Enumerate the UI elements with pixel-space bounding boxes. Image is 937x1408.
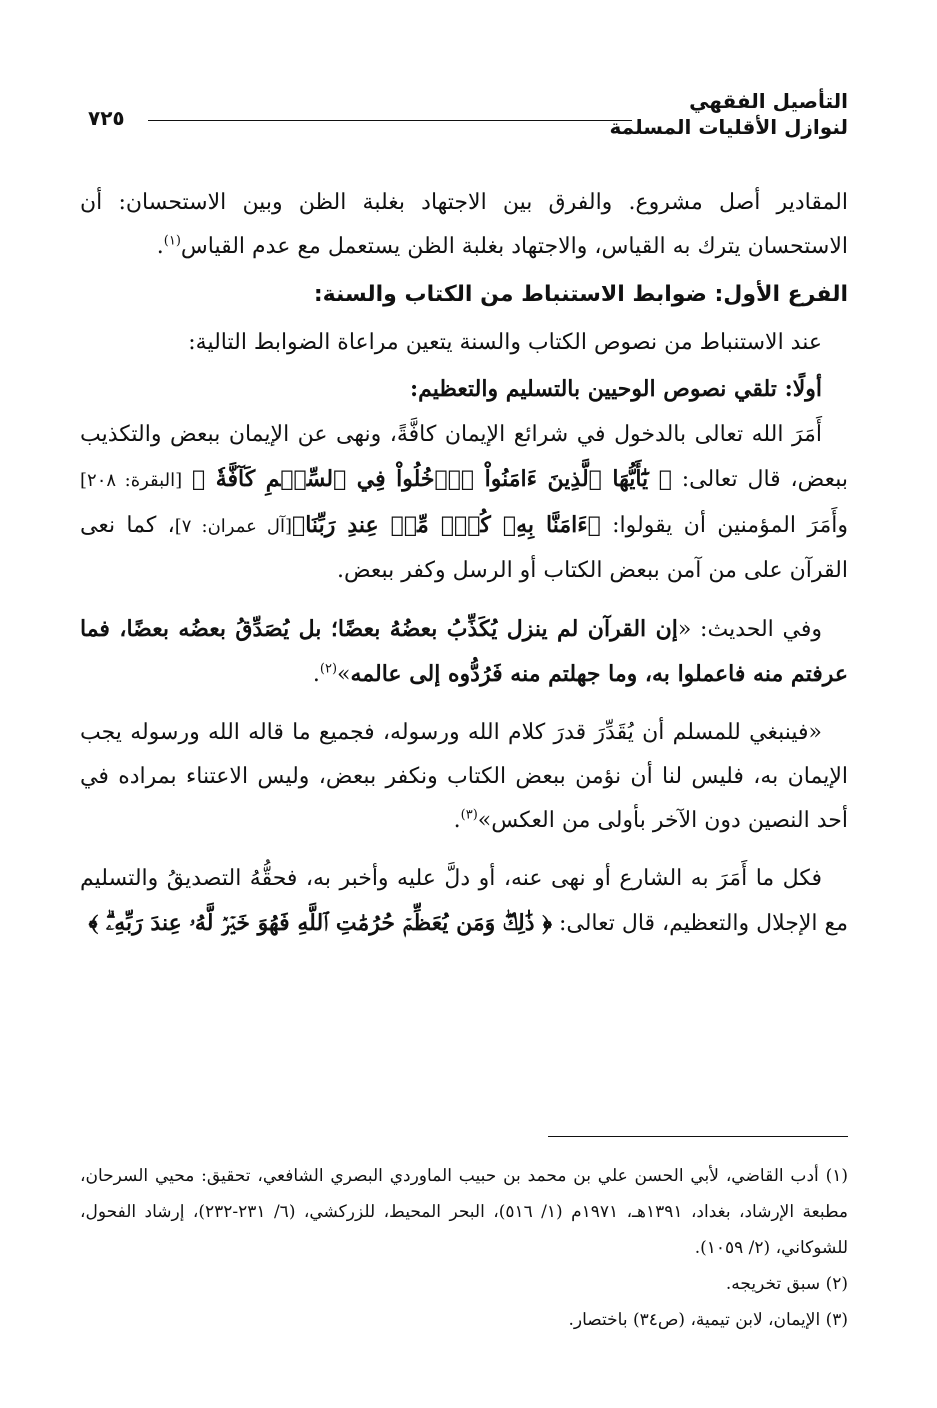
paragraph-6-text: فكل ما أَمَرَ به الشارع أو نهى عنه، أو دلَّ عليه وأخبر به، فحقُّهُ التصديقُ والتسليم مع الإجلال والتعظيم، قال تعالى: (80, 866, 848, 936)
header-rule (148, 120, 632, 121)
footnote-ref-3[interactable]: (٣) (460, 807, 478, 823)
sub-heading: أولًا: تلقي نصوص الوحيين بالتسليم والتعظيم: (409, 376, 822, 402)
book-title (610, 88, 848, 140)
paragraph-4-text-a: وفي الحديث: « (677, 617, 822, 642)
paragraph-spacer (80, 843, 848, 857)
running-header (80, 78, 848, 158)
verse-reference-2: [آل عمران: ٧] (174, 516, 293, 537)
paragraph-2: عند الاستنباط من نصوص الكتاب والسنة يتعين مراعاة الضوابط التالية: (188, 330, 822, 355)
book-page (80, 78, 848, 1378)
paragraph-3-text-c: ، كما نعى القرآن على من آمن ببعض الكتاب أو الرسل وكفر ببعض. (80, 513, 848, 583)
footnote-ref-2[interactable]: (٢) (319, 661, 338, 677)
quran-verse-2: ﴿ءَامَنَّا بِهِۦ كُلّٞ مِّنۡ عِندِ رَبِّنَا﴾ (292, 512, 601, 538)
verse-reference-1: [البقرة: ٢٠٨] (80, 470, 183, 491)
footnote-ref-1[interactable]: (١) (163, 233, 181, 249)
paragraph-spacer (80, 593, 848, 607)
footnote-3: (٣) الإيمان، لابن تيمية، (ص٣٤) باختصار. (568, 1310, 848, 1330)
paragraph-5-end: . (453, 808, 461, 833)
paragraph-5-text: «فينبغي للمسلم أن يُقَدِّرَ قدرَ كلام الله ورسوله، فجميع ما قاله الله ورسوله يجب الإيمان به، فليس لنا أن نؤمن ببعض الكتاب ونكفر ببعض، وليس الاعتناء بمراده في أحد النصين دون الآخر بأولى من العكس» (80, 720, 848, 833)
page-number: ٧٢٥ (88, 106, 125, 130)
book-title-line2: لنوازل الأقليات المسلمة (609, 115, 848, 139)
footnote-2: (٢) سبق تخريجه. (725, 1274, 848, 1294)
paragraph-1-text: المقادير أصل مشروع. والفرق بين الاجتهاد بغلبة الظن وبين الاستحسان: أن الاستحسان يترك به القياس، والاجتهاد بغلبة الظن يستعمل مع عدم القياس (80, 190, 848, 259)
paragraph-1-end: . (156, 234, 164, 259)
paragraph-3 (80, 413, 848, 593)
paragraph-4-text-b: » (337, 662, 351, 687)
paragraph-3-text-b: وأَمَرَ المؤمنين أن يقولوا: (600, 513, 848, 538)
section-heading: الفرع الأول: ضوابط الاستنباط من الكتاب والسنة: (313, 282, 848, 307)
quran-verse-1: ﴿ يَٰٓأَيُّهَا ٱلَّذِينَ ءَامَنُواْ ٱدۡخُلُواْ فِي ٱلسِّلۡمِ كَآفَّةٗ ﴾ (191, 466, 672, 492)
paragraph-spacer (80, 697, 848, 711)
paragraph-4-end: . (312, 662, 320, 687)
paragraph-3-text-a: أَمَرَ الله تعالى بالدخول في شرائع الإيمان كافَّةً، ونهى عن الإيمان ببعض والتكذيب ببعض، قال تعالى: (80, 422, 848, 492)
hadith-quote: إن القرآن لم ينزل يُكَذِّبُ بعضُهُ بعضًا؛ بل يُصَدِّقُ بعضُه بعضًا، فما عرفتم منه فاعملوا به، وما جهلتم منه فَرُدُّوه إلى عالمه (80, 616, 848, 687)
quran-verse-3: ﴿ ذَٰلِكَۖ وَمَن يُعَظِّمۡ حُرُمَٰتِ ٱللَّهِ فَهُوَ خَيۡرٞ لَّهُۥ عِندَ رَبِّهِۦۗ ﴾ (88, 910, 552, 936)
footnote-1: (١) أدب القاضي، لأبي الحسن علي بن محمد بن حبيب الماوردي البصري الشافعي، تحقيق: محيي السرحان، مطبعة الإرشاد، بغداد، ١٣٩١هـ، ١٩٧١م (١/ ٥١٦)، البحر المحيط، للزركشي، (٦/ ٢٣١-٢٣٢)، إرشاد الفحول، للشوكاني، (٢/ ١٠٥٩). (80, 1166, 848, 1258)
footnote-separator (548, 1136, 848, 1137)
paragraph-6 (80, 857, 848, 946)
paragraph-4 (80, 607, 848, 697)
paragraph-1 (80, 181, 848, 269)
paragraph-5 (80, 711, 848, 843)
main-text (80, 181, 848, 946)
footnotes (80, 1158, 848, 1338)
book-title-line1: التأصيل الفقهي (689, 89, 848, 113)
